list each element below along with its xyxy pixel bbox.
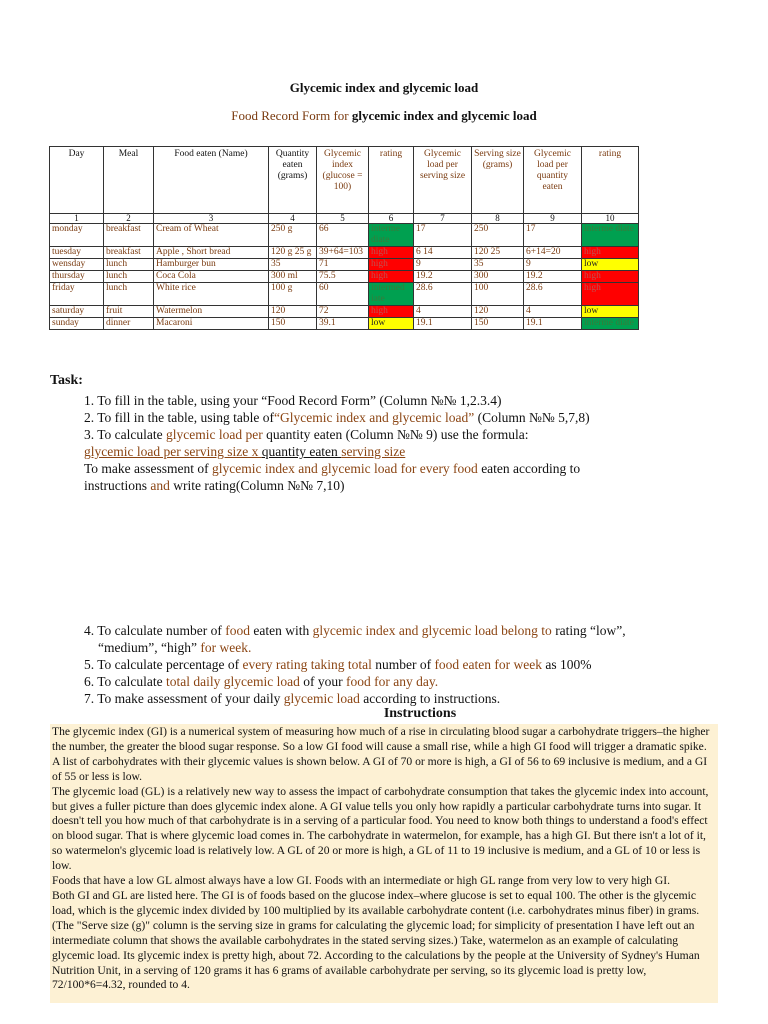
column-number: 1 bbox=[50, 214, 104, 224]
column-number: 7 bbox=[414, 214, 472, 224]
instructions-paragraph: Foods that have a low GL almost always have a low GI. Foods with an intermediate or high GL range from very low to very high GI. bbox=[52, 874, 670, 888]
instructions-paragraph: Both GI and GL are listed here. The GI is of foods based on the glucose index–where glucose is set to equal 100. The other is the glycemic load, which is the glycemic index divided by 100 multiplied by its available carbohydrate content (i.e. carbohydrates minus fiber) in grams. (The "Serve size (g)" column is the serving size in grams for calculating the glycemic load; for simplicity of presentation I have left out an intermediate column that shows the available carbohydrates in the stated serving sizes.) Take, watermelon as an example of calculating glycemic load. Its glycemic index is pretty high, about 72. According to the calculations by the people at the University of Sydney's Human Nutrition Unit, in a serving of 120 grams it has 6 grams of available carbohydrate per serving, so its glycemic load is pretty low, 72/100*6=4.32, rounded to 4. bbox=[52, 888, 700, 992]
cell-serving: 35 bbox=[472, 259, 524, 271]
document-subtitle bbox=[0, 108, 768, 124]
cell-r2: high bbox=[582, 247, 639, 259]
cell-r2: interme diate bbox=[582, 224, 639, 247]
cell-meal: fruit bbox=[104, 306, 154, 318]
column-number: 5 bbox=[317, 214, 369, 224]
cell-glq: 9 bbox=[524, 259, 582, 271]
instructions-title: Instructions bbox=[383, 706, 457, 721]
cell-qty: 35 bbox=[269, 259, 317, 271]
column-number: 10 bbox=[582, 214, 639, 224]
column-number: 4 bbox=[269, 214, 317, 224]
assessment-instruction: To make assessment of glycemic index and glycemic load for every food eaten according to bbox=[84, 461, 581, 476]
column-header: Food eaten (Name) bbox=[154, 147, 269, 214]
column-header: Glycemic load per serving size bbox=[414, 147, 472, 214]
task-6: 6. To calculate total daily glycemic load of your food for any day. bbox=[84, 674, 439, 689]
cell-gl: 28.6 bbox=[414, 283, 472, 306]
column-header: Glycemic load per quantity eaten bbox=[524, 147, 582, 214]
cell-day: wensday bbox=[50, 259, 104, 271]
task-7: 7. To make assessment of your daily glycemic load according to instructions. bbox=[84, 691, 501, 706]
cell-qty: 100 g bbox=[269, 283, 317, 306]
task-4: 4. To calculate number of food eaten with glycemic index and glycemic load belong to rating “low”, bbox=[84, 623, 626, 638]
cell-food: Macaroni bbox=[154, 318, 269, 330]
cell-glq: 19.1 bbox=[524, 318, 582, 330]
cell-meal: lunch bbox=[104, 283, 154, 306]
cell-glq: 19.2 bbox=[524, 271, 582, 283]
formula: glycemic load per serving size x quantity eaten serving size bbox=[84, 444, 406, 459]
cell-gi: 60 bbox=[317, 283, 369, 306]
instructions-body bbox=[50, 724, 718, 1003]
task-3: 3. To calculate glycemic load per quantity eaten (Column №№ 9) use the formula: bbox=[84, 427, 529, 442]
cell-serving: 150 bbox=[472, 318, 524, 330]
column-header: Day bbox=[50, 147, 104, 214]
column-header: Meal bbox=[104, 147, 154, 214]
column-number: 8 bbox=[472, 214, 524, 224]
cell-qty: 300 ml bbox=[269, 271, 317, 283]
cell-gl: 9 bbox=[414, 259, 472, 271]
cell-r1: high bbox=[369, 259, 414, 271]
cell-food: Watermelon bbox=[154, 306, 269, 318]
cell-meal: dinner bbox=[104, 318, 154, 330]
cell-gi: 66 bbox=[317, 224, 369, 247]
cell-meal: lunch bbox=[104, 271, 154, 283]
cell-glq: 28.6 bbox=[524, 283, 582, 306]
cell-gi: 39.1 bbox=[317, 318, 369, 330]
cell-glq: 4 bbox=[524, 306, 582, 318]
task-4-cont: “medium”, “high” for week. bbox=[98, 640, 252, 655]
cell-day: friday bbox=[50, 283, 104, 306]
food-record-table bbox=[49, 146, 639, 330]
cell-r2: interme diate bbox=[582, 318, 639, 330]
task-title: Task: bbox=[50, 373, 83, 388]
table-row bbox=[50, 306, 639, 318]
table-row bbox=[50, 271, 639, 283]
cell-food: Coca Cola bbox=[154, 271, 269, 283]
cell-gi: 75.5 bbox=[317, 271, 369, 283]
cell-serving: 100 bbox=[472, 283, 524, 306]
column-header: rating bbox=[369, 147, 414, 214]
cell-gl: 17 bbox=[414, 224, 472, 247]
cell-glq: 6+14=20 bbox=[524, 247, 582, 259]
cell-r1: low bbox=[369, 318, 414, 330]
column-header: Glycemic index (glucose = 100) bbox=[317, 147, 369, 214]
cell-qty: 120 g 25 g bbox=[269, 247, 317, 259]
task-list-part-2 bbox=[84, 622, 734, 707]
cell-qty: 120 bbox=[269, 306, 317, 318]
column-number: 3 bbox=[154, 214, 269, 224]
cell-r1: interme diate bbox=[369, 224, 414, 247]
cell-r1: intermed iate bbox=[369, 283, 414, 306]
table-header-row bbox=[50, 147, 639, 214]
instructions-paragraph: The glycemic index (GI) is a numerical system of measuring how much of a rise in circulating blood sugar a carbohydrate triggers–the higher the number, the greater the blood sugar response. So a low GI food will cause a small rise, while a high GI food will trigger a dramatic spike. A list of carbohydrates with their glycemic values is shown below. A GI of 70 or more is high, a GI of 56 to 69 inclusive is medium, and a GI of 55 or less is low. bbox=[52, 725, 710, 783]
cell-food: Hamburger bun bbox=[154, 259, 269, 271]
task-1: 1. To fill in the table, using your “Food Record Form” (Column №№ 1,2.3.4) bbox=[84, 393, 502, 408]
cell-serving: 120 25 bbox=[472, 247, 524, 259]
cell-serving: 300 bbox=[472, 271, 524, 283]
cell-meal: breakfast bbox=[104, 224, 154, 247]
column-number: 9 bbox=[524, 214, 582, 224]
column-header: Quantity eaten (grams) bbox=[269, 147, 317, 214]
cell-gl: 6 14 bbox=[414, 247, 472, 259]
table-row bbox=[50, 283, 639, 306]
cell-meal: lunch bbox=[104, 259, 154, 271]
cell-qty: 250 g bbox=[269, 224, 317, 247]
cell-gl: 19.1 bbox=[414, 318, 472, 330]
cell-meal: breakfast bbox=[104, 247, 154, 259]
cell-gl: 19.2 bbox=[414, 271, 472, 283]
cell-food: Cream of Wheat bbox=[154, 224, 269, 247]
column-header: Serving size (grams) bbox=[472, 147, 524, 214]
cell-r2: high bbox=[582, 271, 639, 283]
table-number-row bbox=[50, 214, 639, 224]
cell-r2: low bbox=[582, 306, 639, 318]
cell-day: sunday bbox=[50, 318, 104, 330]
cell-gi: 39+64=103 bbox=[317, 247, 369, 259]
task-5: 5. To calculate percentage of every rating taking total number of food eaten for week as 100% bbox=[84, 657, 592, 672]
column-header: rating bbox=[582, 147, 639, 214]
cell-day: monday bbox=[50, 224, 104, 247]
cell-gl: 4 bbox=[414, 306, 472, 318]
subtitle-part-2: glycemic index and glycemic load bbox=[351, 108, 537, 123]
table-row bbox=[50, 259, 639, 271]
cell-food: White rice bbox=[154, 283, 269, 306]
cell-serving: 250 bbox=[472, 224, 524, 247]
cell-day: thursday bbox=[50, 271, 104, 283]
cell-gi: 72 bbox=[317, 306, 369, 318]
task-2: 2. To fill in the table, using table of“Glycemic index and glycemic load” (Column №№ 5,7,8) bbox=[84, 410, 590, 425]
cell-serving: 120 bbox=[472, 306, 524, 318]
column-number: 2 bbox=[104, 214, 154, 224]
cell-day: tuesday bbox=[50, 247, 104, 259]
table-row bbox=[50, 224, 639, 247]
assessment-instruction-cont: instructions and write rating(Column №№ 7,10) bbox=[84, 478, 345, 493]
cell-glq: 17 bbox=[524, 224, 582, 247]
cell-r2: low bbox=[582, 259, 639, 271]
column-number: 6 bbox=[369, 214, 414, 224]
cell-qty: 150 bbox=[269, 318, 317, 330]
instructions-paragraph: The glycemic load (GL) is a relatively new way to assess the impact of carbohydrate consumption that takes the glycemic index into account, but gives a fuller picture than does glycemic index alone. A GI value tells you only how rapidly a particular carbohydrate turns into sugar. It doesn't tell you how much of that carbohydrate is in a serving of a particular food. You need to know both things to understand a food's effect on blood sugar. That is where glycemic load comes in. The carbohydrate in watermelon, for example, has a high GI. But there isn't a lot of it, so watermelon's glycemic load is relatively low. A GL of 20 or more is high, a GL of 11 to 19 inclusive is medium, and a GL of 10 or less is low. bbox=[52, 784, 709, 873]
cell-r1: high bbox=[369, 271, 414, 283]
table-row bbox=[50, 247, 639, 259]
table-row bbox=[50, 318, 639, 330]
cell-food: Apple , Short bread bbox=[154, 247, 269, 259]
subtitle-part-1: Food Record Form for bbox=[231, 108, 349, 123]
cell-day: saturday bbox=[50, 306, 104, 318]
cell-r1: high bbox=[369, 306, 414, 318]
cell-r2: high bbox=[582, 283, 639, 306]
document-title: Glycemic index and glycemic load bbox=[289, 80, 479, 95]
task-list-part-1 bbox=[84, 392, 734, 494]
cell-r1: high bbox=[369, 247, 414, 259]
cell-gi: 71 bbox=[317, 259, 369, 271]
